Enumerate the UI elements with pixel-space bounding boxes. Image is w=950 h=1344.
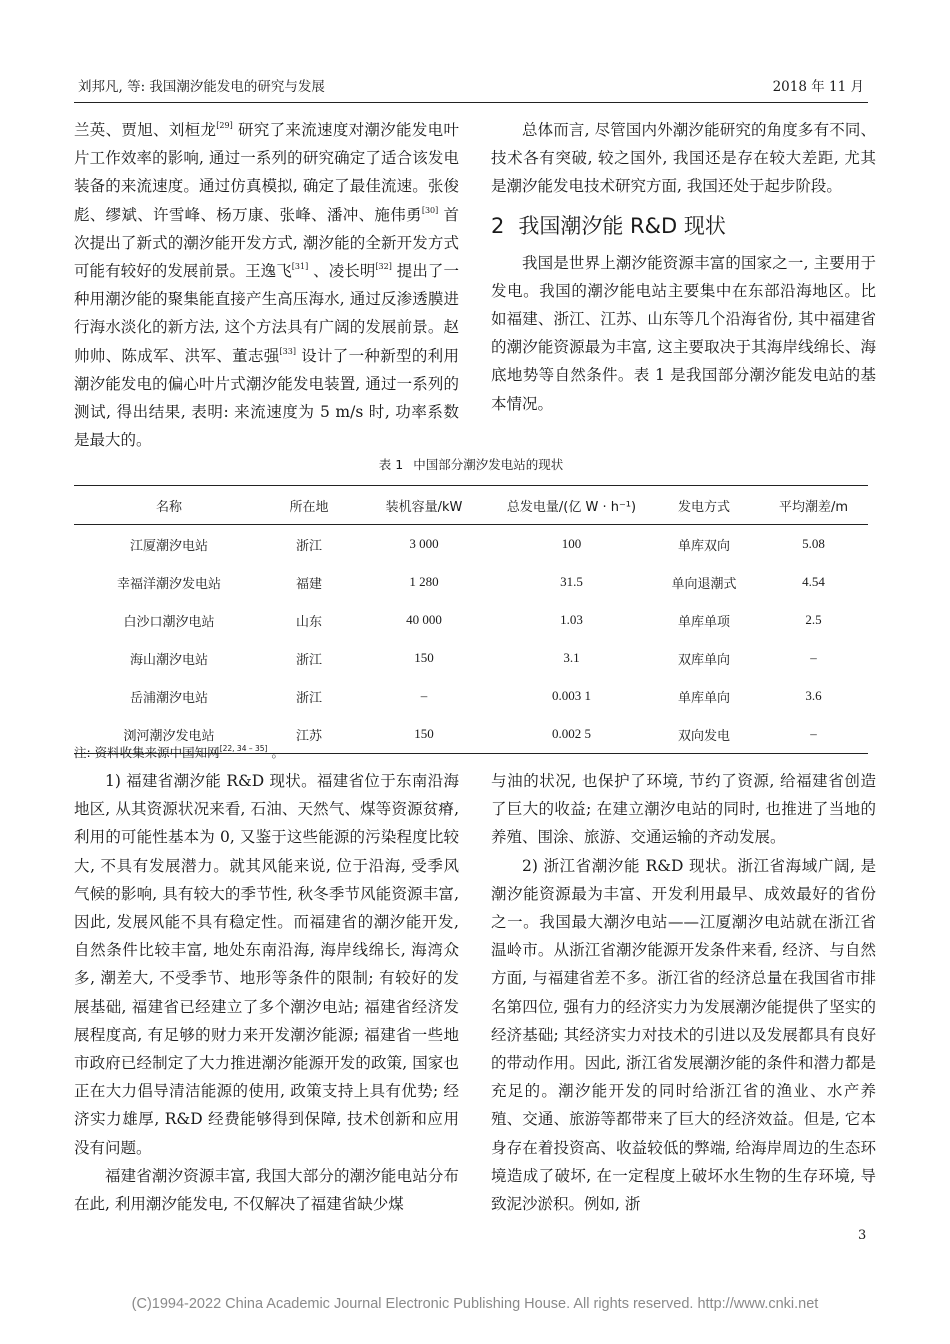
tidal-range: 2.5 bbox=[805, 612, 822, 627]
table-label: 表 1 bbox=[378, 457, 404, 472]
output: 0.002 5 bbox=[494, 715, 649, 754]
column-header: 平均潮差/m bbox=[759, 486, 868, 525]
section-number: 2 bbox=[491, 213, 505, 238]
table-header-row bbox=[74, 486, 868, 525]
citation-ref: [32] bbox=[375, 262, 392, 272]
section-title: 我国潮汐能 R&D 现状 bbox=[518, 213, 726, 238]
mode: 单库单向 bbox=[677, 690, 730, 706]
output: 100 bbox=[561, 536, 582, 551]
left-column-bottom bbox=[74, 767, 459, 1218]
column-header: 总发电量/(亿 W · h⁻¹) bbox=[494, 486, 649, 525]
citation-ref: [30] bbox=[421, 205, 439, 215]
station-name: 江厦潮汐电站 bbox=[129, 538, 208, 554]
station-name: 幸福洋潮汐发电站 bbox=[116, 576, 221, 592]
copyright-watermark: (C)1994-2022 China Academic Journal Electronic Publishing House. All rights reserved. http://www.cnki.net bbox=[131, 1296, 819, 1312]
citation-ref: [31] bbox=[291, 262, 309, 272]
text-run: 提出了一种用潮汐能的聚集能直接产生高压海水, 通过反渗透膜进行海水淡化的新方法, 这个方法具有广阔的发展前景。赵帅帅、陈成军、洪军、董志强 bbox=[74, 262, 459, 365]
capacity: 1 280 bbox=[409, 574, 439, 589]
mode: 单库单项 bbox=[677, 614, 730, 630]
station-name: 海山潮汐电站 bbox=[129, 652, 208, 668]
station-name: 岳浦潮汐电站 bbox=[129, 690, 208, 706]
text-run: 、凌长明 bbox=[308, 262, 376, 281]
page-number: 3 bbox=[858, 1228, 867, 1243]
paragraph: 福建省潮汐资源丰富, 我国大部分的潮汐能电站分布在此, 利用潮汐能发电, 不仅解决了福建省缺少煤 bbox=[74, 1166, 459, 1214]
station-name: 浏河潮汐发电站 bbox=[74, 715, 264, 754]
left-column-top bbox=[74, 116, 459, 454]
column-header: 所在地 bbox=[264, 486, 354, 525]
tidal-range: 3.6 bbox=[805, 688, 822, 703]
location: 福建 bbox=[295, 576, 322, 592]
tidal-stations-table bbox=[74, 485, 868, 754]
paragraph: 2) 浙江省潮汐能 R&D 现状。浙江省海域广阔, 是潮汐能资源最为丰富、开发利用最早、成效最好的省份之一。我国最大潮汐电站——江厦潮汐电站就在浙江省温岭市。从浙江省潮汐能源开发条件来看, 经济、与自然方面, 与福建省差不多。浙江省的经济总量在我国省市排名第四位, 强有力的经济实力为发展潮汐能提供了坚实的经济基础; 其经济实力对技术的引进以及发展都具有良好的带动作用。因此, 浙江省发展潮汐能的条件和潜力都是充足的。潮汐能开发的同时给浙江省的渔业、水产养殖、交通、旅游等都带来了巨大的经济效益。但是, 它本身存在着投资高、收益较低的弊端, 给海岸周边的生态环境造成了破坏, 在一定程度上破坏水生物的生存环境, 导致泥沙淤积。例如, 浙 bbox=[491, 856, 876, 1214]
station-name: 白沙口潮汐电站 bbox=[123, 614, 215, 630]
location: 浙江 bbox=[295, 538, 322, 554]
right-column-top bbox=[491, 116, 876, 418]
location: 浙江 bbox=[295, 690, 322, 706]
table-title: 中国部分潮汐发电站的现状 bbox=[413, 457, 564, 472]
paragraph bbox=[74, 116, 459, 454]
tidal-range: – bbox=[810, 650, 817, 665]
tidal-range: 5.08 bbox=[802, 536, 825, 551]
column-header: 装机容量/kW bbox=[354, 486, 494, 525]
text-run: 首次提出了新式的潮汐能开发方式, 潮汐能的全新开发方式可能有较好的发展前景。王逸飞 bbox=[74, 205, 459, 281]
header-divider bbox=[74, 102, 868, 103]
column-header: 名称 bbox=[74, 486, 264, 525]
output: 3.1 bbox=[563, 650, 580, 665]
table-row bbox=[74, 525, 868, 564]
mode: 单库双向 bbox=[677, 538, 730, 554]
running-title: 刘邦凡, 等: 我国潮汐能发电的研究与发展 bbox=[78, 79, 325, 95]
paragraph: 与油的状况, 也保护了环境, 节约了资源, 给福建省创造了巨大的收益; 在建立潮汐电站的同时, 也推进了当地的养殖、围涂、旅游、交通运输的齐动发展。 bbox=[491, 772, 876, 847]
table-row bbox=[74, 563, 868, 601]
text-run: 研究了来流速度对潮汐能发电叶片工作效率的影响, 通过一系列的研究确定了适合该发电装备的来流速度。通过仿真模拟, 确定了最佳流速。张俊彪、缪斌、许雪峰、杨万康、张峰、潘冲、施伟勇 bbox=[74, 121, 459, 224]
paragraph: 我国是世界上潮汐能资源丰富的国家之一, 主要用于发电。我国的潮汐能电站主要集中在东部沿海地区。比如福建、浙江、江苏、山东等几个沿海省份, 其中福建省的潮汐能资源最为丰富, 这主要取决于其海岸线绵长、海底地势等自然条件。表 1 是我国部分潮汐能发电站的基本情况。 bbox=[491, 253, 876, 413]
table-row bbox=[74, 677, 868, 715]
right-column-bottom bbox=[491, 767, 876, 1218]
capacity: 3 000 bbox=[409, 536, 439, 551]
note-text: 注: 资料收集来源中国知网 bbox=[74, 745, 220, 760]
text-run: 设计了一种新型的利用潮汐能发电的偏心叶片式潮汐能发电装置, 通过一系列的测试, 得出结果, 表明: 来流速度为 5 m/s 时, 功率系数是最大的。 bbox=[74, 346, 459, 450]
location: 浙江 bbox=[295, 652, 322, 668]
mode: 双库单向 bbox=[677, 652, 730, 668]
text-run: 兰英、贾旭、刘桓龙 bbox=[74, 121, 217, 139]
capacity: 150 bbox=[414, 650, 434, 665]
issue-date: 2018 年 11 月 bbox=[772, 79, 864, 95]
mode: 双向发电 bbox=[649, 715, 759, 754]
tidal-range: 4.54 bbox=[802, 574, 825, 589]
capacity: – bbox=[420, 688, 428, 703]
section-heading bbox=[491, 212, 876, 240]
table-row bbox=[74, 601, 868, 639]
tidal-range: – bbox=[759, 715, 868, 754]
location: 山东 bbox=[295, 614, 322, 630]
table-caption bbox=[74, 456, 868, 474]
output: 31.5 bbox=[560, 574, 583, 589]
table-row bbox=[74, 639, 868, 677]
table-note bbox=[74, 744, 284, 762]
output: 1.03 bbox=[560, 612, 583, 627]
note-text: 。 bbox=[267, 745, 284, 760]
location: 江苏 bbox=[264, 715, 354, 754]
citation-ref: [33] bbox=[279, 346, 296, 356]
capacity: 150 bbox=[354, 715, 494, 754]
output: 0.003 1 bbox=[552, 688, 591, 703]
mode: 单向退潮式 bbox=[671, 576, 737, 592]
paragraph: 总体而言, 尽管国内外潮汐能研究的角度多有不同、技术各有突破, 较之国外, 我国还是存在较大差距, 尤其是潮汐能发电技术研究方面, 我国还处于起步阶段。 bbox=[491, 121, 876, 196]
column-header: 发电方式 bbox=[649, 486, 759, 525]
citation-ref: [29] bbox=[216, 121, 233, 130]
paragraph: 1) 福建省潮汐能 R&D 现状。福建省位于东南沿海地区, 从其资源状况来看, 石油、天然气、煤等资源贫瘠, 利用的可能性基本为 0, 又鉴于这些能源的污染程度比较大, 不具有发展潜力。就其风能来说, 位于沿海, 受季风气候的影响, 具有较大的季节性, 秋冬季节风能资源丰富, 因此, 发展风能不具有稳定性。而福建省的潮汐能开发, 自然条件比较丰富, 地处东南沿海, 海岸线绵长, 海湾众多, 潮差大, 不受季节、地形等条件的限制; 有较好的发展基础, 福建省已经建立了多个潮汐电站; 福建省经济发展程度高, 有足够的财力来开发潮汐能源; 福建省一些地市政府已经制定了大力推进潮汐能源开发的政策, 国家也正在大力倡导清洁能源的使用, 政策支持上具有优势; 经济实力雄厚, R&D 经费能够得到保障, 技术创新和应用没有问题。 bbox=[74, 772, 459, 1157]
citation-ref: [22, 34 – 35] bbox=[219, 744, 268, 753]
capacity: 40 000 bbox=[406, 612, 442, 627]
